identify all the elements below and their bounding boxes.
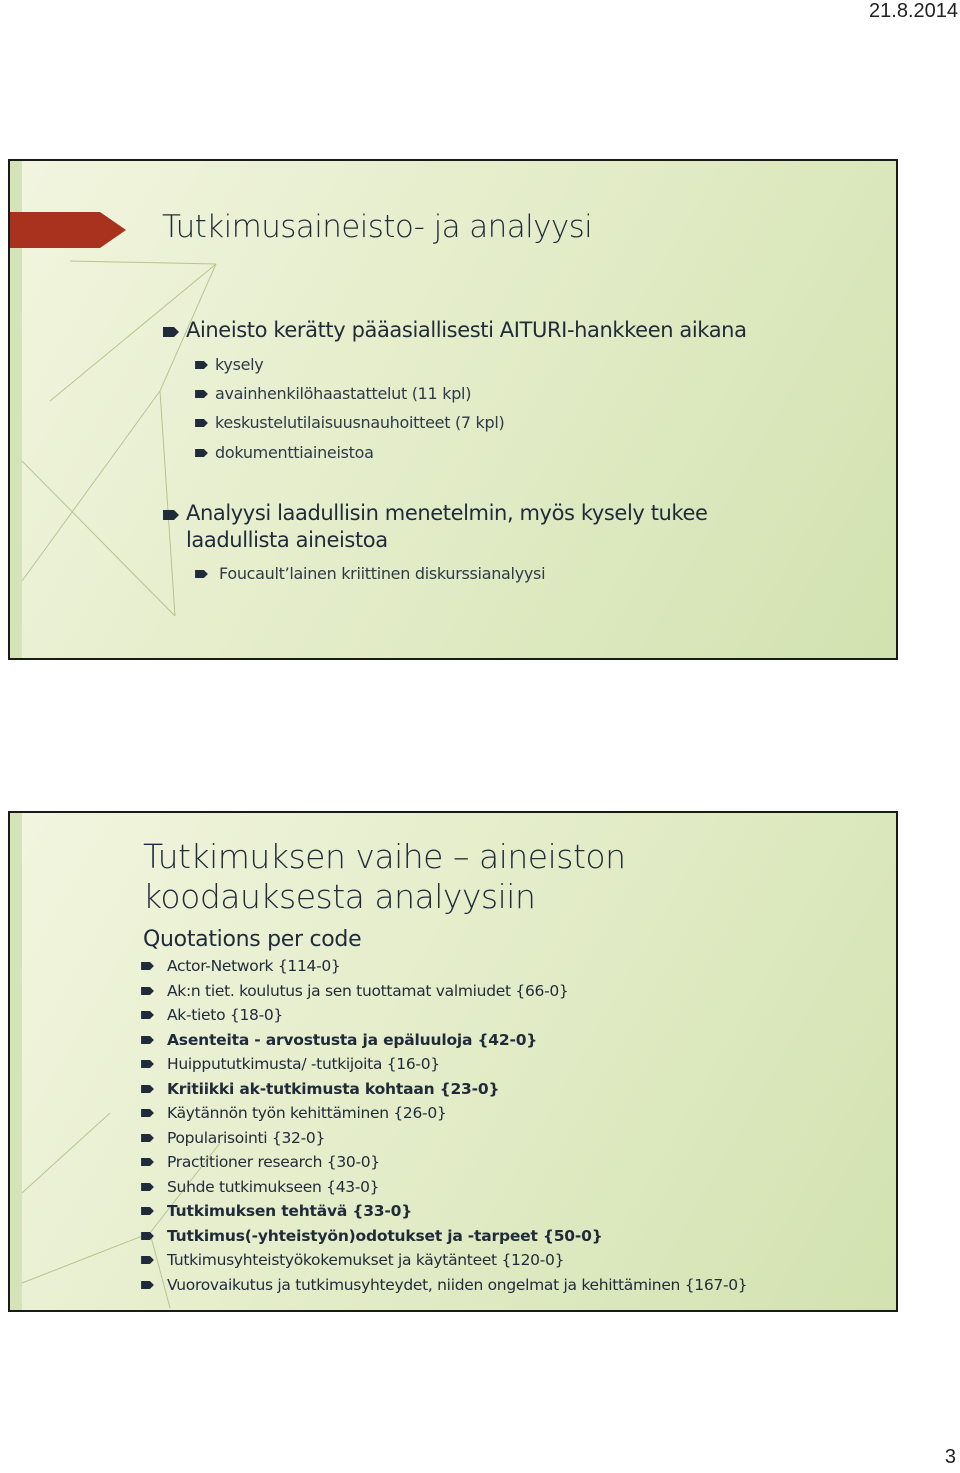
- code-item: Ak-tieto {18-0}: [167, 1006, 283, 1024]
- bullet-marker-icon: [163, 327, 179, 337]
- code-item: Kritiikki ak-tutkimusta kohtaan {23-0}: [167, 1080, 500, 1098]
- slide-1: [8, 159, 898, 660]
- slide-2-subtitle: Quotations per code: [143, 927, 362, 952]
- code-item: Popularisointi {32-0}: [167, 1129, 326, 1147]
- sub-bullet-marker-icon: [195, 361, 208, 369]
- code-marker-icon: [141, 1207, 154, 1215]
- bullet-text: Aineisto kerätty pääasiallisesti AITURI-hankkeen aikana: [186, 318, 747, 342]
- bullet-marker-icon: [163, 510, 179, 520]
- code-item: Tutkimus(-yhteistyön)odotukset ja -tarpeet {50-0}: [167, 1227, 603, 1245]
- code-item: Huippututkimusta/ -tutkijoita {16-0}: [167, 1055, 440, 1073]
- code-marker-icon: [141, 1109, 154, 1117]
- sub-bullet-text: avainhenkilöhaastattelut (11 kpl): [215, 384, 472, 403]
- code-item: Practitioner research {30-0}: [167, 1153, 380, 1171]
- code-item: Actor-Network {114-0}: [167, 957, 341, 975]
- slide-2-title-line-1: Tutkimuksen vaihe – aineiston: [143, 837, 626, 876]
- code-item: Tutkimusyhteistyökokemukset ja käytänteet {120-0}: [167, 1251, 565, 1269]
- code-item: Suhde tutkimukseen {43-0}: [167, 1178, 380, 1196]
- slide-2-title: [143, 837, 625, 917]
- code-marker-icon: [141, 987, 154, 995]
- code-item: Käytännön työn kehittäminen {26-0}: [167, 1104, 447, 1122]
- sub-bullet-marker-icon: [195, 570, 208, 578]
- code-marker-icon: [141, 1281, 154, 1289]
- code-marker-icon: [141, 1060, 154, 1068]
- code-item: Vuorovaikutus ja tutkimusyhteydet, niiden ongelmat ja kehittäminen {167-0}: [167, 1276, 748, 1294]
- code-marker-icon: [141, 1183, 154, 1191]
- slide-2-title-line-2: koodauksesta analyysiin: [143, 877, 536, 916]
- sub-bullet-text: kysely: [215, 355, 264, 374]
- title-arrow-icon: [10, 212, 126, 248]
- slide-2: [8, 811, 898, 1312]
- code-marker-icon: [141, 962, 154, 970]
- page-date: 21.8.2014: [869, 0, 958, 22]
- sub-bullet-text: keskustelutilaisuusnauhoitteet (7 kpl): [215, 413, 505, 432]
- bullet-text-line-2: laadullista aineistoa: [186, 528, 388, 552]
- code-marker-icon: [141, 1232, 154, 1240]
- code-marker-icon: [141, 1134, 154, 1142]
- code-item: Ak:n tiet. koulutus ja sen tuottamat valmiudet {66-0}: [167, 982, 569, 1000]
- slide-1-title: Tutkimusaineisto- ja analyysi: [162, 209, 593, 245]
- bullet-text-line-1: Analyysi laadullisin menetelmin, myös kysely tukee: [186, 501, 708, 525]
- code-marker-icon: [141, 1036, 154, 1044]
- code-item: Asenteita - arvostusta ja epäluuloja {42-0}: [167, 1031, 538, 1049]
- page-number: 3: [944, 1446, 956, 1468]
- code-item: Tutkimuksen tehtävä {33-0}: [167, 1202, 413, 1220]
- code-marker-icon: [141, 1158, 154, 1166]
- code-marker-icon: [141, 1256, 154, 1264]
- sub-bullet-marker-icon: [195, 449, 208, 457]
- sub-bullet-marker-icon: [195, 419, 208, 427]
- code-marker-icon: [141, 1011, 154, 1019]
- sub-bullet-text: Foucault’lainen kriittinen diskurssianalyysi: [219, 564, 546, 583]
- sub-bullet-marker-icon: [195, 390, 208, 398]
- sub-bullet-text: dokumenttiaineistoa: [215, 443, 374, 462]
- code-marker-icon: [141, 1085, 154, 1093]
